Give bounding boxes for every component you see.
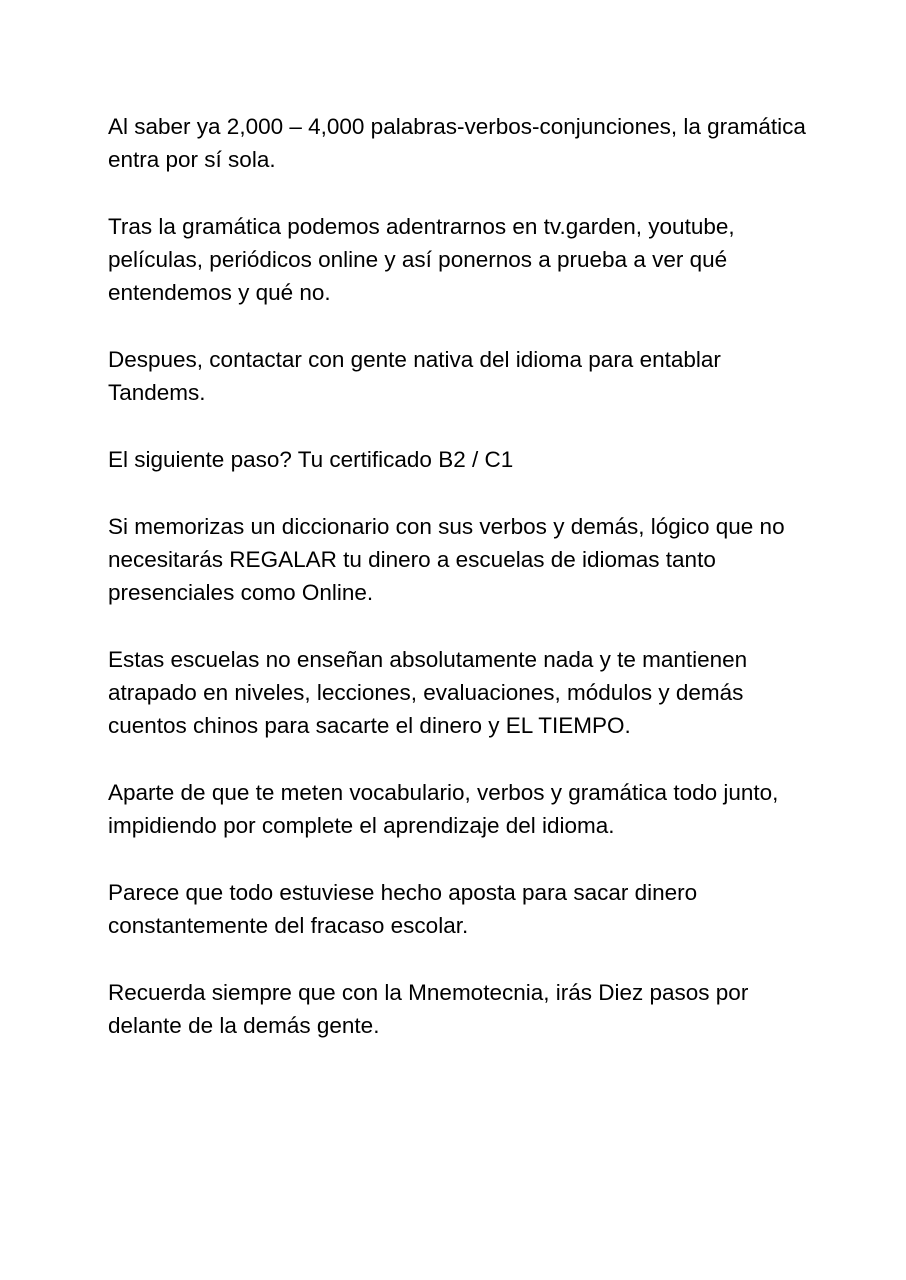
paragraph: Despues, contactar con gente nativa del idioma para entablar Tandems. (108, 347, 721, 406)
paragraph: Recuerda siempre que con la Mnemotecnia, irás Diez pasos por delante de la demás gente. (108, 979, 749, 1039)
document-body (108, 110, 808, 1076)
paragraph: Estas escuelas no enseñan absolutamente nada y te mantienen atrapado en niveles, lecciones, evaluaciones, módulos y demás cuentos chinos para sacarte el dinero y EL TIEMPO. (108, 646, 748, 739)
paragraph: Aparte de que te meten vocabulario, verbos y gramática todo junto, impidiendo por complete el aprendizaje del idioma. (108, 779, 779, 839)
paragraph: Si memorizas un diccionario con sus verbos y demás, lógico que no necesitarás REGALAR tu dinero a escuelas de idiomas tanto presenciales como Online. (108, 513, 785, 606)
paragraph: Al saber ya 2,000 – 4,000 palabras-verbos-conjunciones, la gramática entra por sí sola. (108, 114, 806, 173)
paragraph: Parece que todo estuviese hecho aposta para sacar dinero constantemente del fracaso escolar. (108, 879, 698, 939)
paragraph: El siguiente paso? Tu certificado B2 / C1 (108, 446, 514, 472)
paragraph: Tras la gramática podemos adentrarnos en tv.garden, youtube, películas, periódicos online y así ponernos a prueba a ver qué entendemos y qué no. (108, 213, 735, 306)
